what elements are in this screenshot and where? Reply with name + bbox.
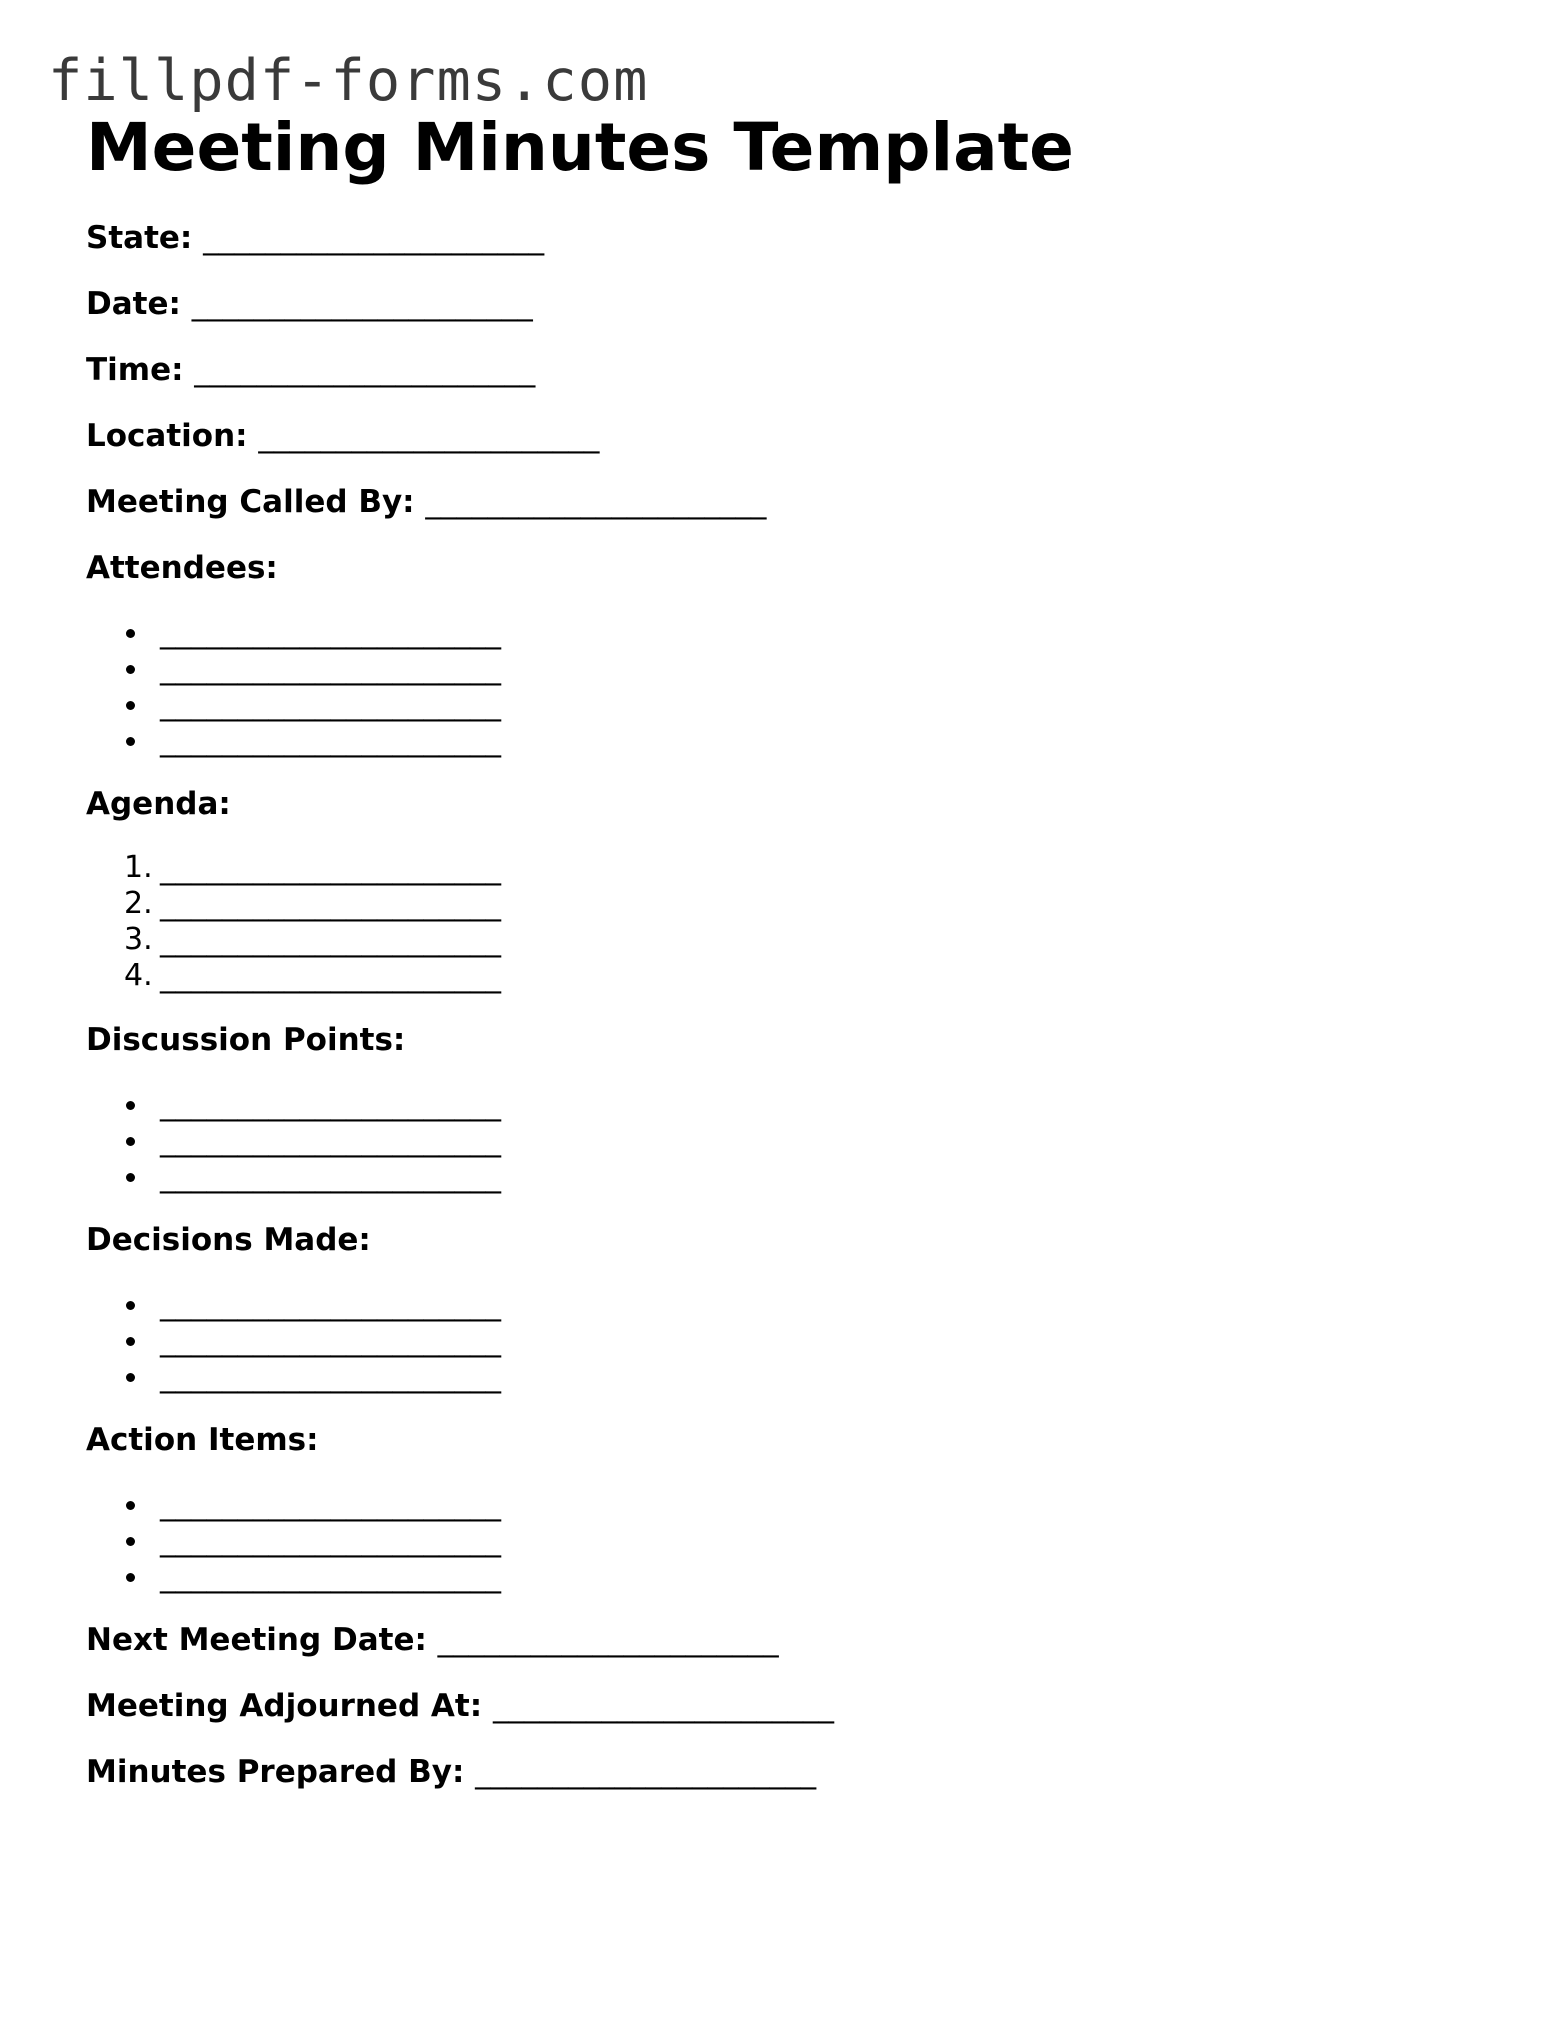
bullet-icon [126, 1337, 135, 1346]
list-item [86, 1286, 1386, 1322]
list-item [86, 1522, 1386, 1558]
discussion-heading: Discussion Points: [86, 1022, 406, 1058]
bullet-icon [126, 1101, 135, 1110]
list-item [86, 650, 1386, 686]
agenda-number: 4. [124, 958, 153, 993]
agenda-blank[interactable]: ______________________ [160, 922, 501, 958]
list-item [86, 1122, 1386, 1158]
attendee-blank[interactable]: ______________________ [160, 686, 501, 722]
list-item [86, 1358, 1386, 1394]
prepared-by-blank[interactable]: ______________________ [475, 1754, 817, 1790]
attendees-list [86, 614, 1386, 758]
bullet-icon [126, 1373, 135, 1382]
list-item [86, 1086, 1386, 1122]
discussion-list [86, 1086, 1386, 1194]
bullet-icon [126, 629, 135, 638]
list-item [86, 1486, 1386, 1522]
attendee-blank[interactable]: ______________________ [160, 650, 501, 686]
time-field [86, 350, 1386, 390]
agenda-blank[interactable]: ______________________ [160, 850, 501, 886]
attendees-heading: Attendees: [86, 550, 278, 586]
bullet-icon [126, 1501, 135, 1510]
agenda-blank[interactable]: ______________________ [160, 958, 501, 994]
date-blank[interactable]: ______________________ [191, 286, 533, 322]
action-blank[interactable]: ______________________ [160, 1486, 501, 1522]
bullet-icon [126, 1573, 135, 1582]
agenda-number: 1. [124, 850, 153, 885]
state-field [86, 218, 1386, 258]
decision-blank[interactable]: ______________________ [160, 1286, 501, 1322]
location-blank[interactable]: ______________________ [258, 418, 600, 454]
list-item [86, 1558, 1386, 1594]
agenda-blank[interactable]: ______________________ [160, 886, 501, 922]
next-date-label: Next Meeting Date: [86, 1622, 427, 1658]
adjourned-blank[interactable]: ______________________ [492, 1688, 834, 1724]
decisions-heading: Decisions Made: [86, 1222, 371, 1258]
list-item [86, 922, 1386, 958]
form-body [86, 218, 1386, 1818]
time-label: Time: [86, 352, 184, 388]
list-item [86, 1322, 1386, 1358]
bullet-icon [126, 1537, 135, 1546]
action-blank[interactable]: ______________________ [160, 1558, 501, 1594]
agenda-number: 2. [124, 886, 153, 921]
list-item [86, 1158, 1386, 1194]
called-by-blank[interactable]: ______________________ [425, 484, 767, 520]
decisions-list [86, 1286, 1386, 1394]
adjourned-label: Meeting Adjourned At: [86, 1688, 483, 1724]
next-date-blank[interactable]: ______________________ [437, 1622, 779, 1658]
actions-list [86, 1486, 1386, 1594]
action-blank[interactable]: ______________________ [160, 1522, 501, 1558]
state-blank[interactable]: ______________________ [203, 220, 545, 256]
page-title: Meeting Minutes Template [86, 109, 1074, 186]
decision-blank[interactable]: ______________________ [160, 1322, 501, 1358]
discussion-blank[interactable]: ______________________ [160, 1158, 501, 1194]
list-item [86, 850, 1386, 886]
date-field [86, 284, 1386, 324]
location-field [86, 416, 1386, 456]
decision-blank[interactable]: ______________________ [160, 1358, 501, 1394]
prepared-by-label: Minutes Prepared By: [86, 1754, 465, 1790]
next-date-field [86, 1620, 1386, 1660]
list-item [86, 686, 1386, 722]
bullet-icon [126, 665, 135, 674]
bullet-icon [126, 1173, 135, 1182]
bullet-icon [126, 1301, 135, 1310]
discussion-blank[interactable]: ______________________ [160, 1122, 501, 1158]
watermark: fillpdf-forms.com [48, 48, 649, 114]
called-by-label: Meeting Called By: [86, 484, 415, 520]
agenda-heading: Agenda: [86, 786, 231, 822]
list-item [86, 614, 1386, 650]
bullet-icon [126, 737, 135, 746]
adjourned-field [86, 1686, 1386, 1726]
discussion-blank[interactable]: ______________________ [160, 1086, 501, 1122]
list-item [86, 958, 1386, 994]
date-label: Date: [86, 286, 181, 322]
state-label: State: [86, 220, 193, 256]
list-item [86, 886, 1386, 922]
prepared-by-field [86, 1752, 1386, 1792]
bullet-icon [126, 1137, 135, 1146]
location-label: Location: [86, 418, 248, 454]
called-by-field [86, 482, 1386, 522]
attendee-blank[interactable]: ______________________ [160, 722, 501, 758]
bullet-icon [126, 701, 135, 710]
agenda-list [86, 850, 1386, 994]
actions-heading: Action Items: [86, 1422, 319, 1458]
agenda-number: 3. [124, 922, 153, 957]
list-item [86, 722, 1386, 758]
time-blank[interactable]: ______________________ [194, 352, 536, 388]
attendee-blank[interactable]: ______________________ [160, 614, 501, 650]
